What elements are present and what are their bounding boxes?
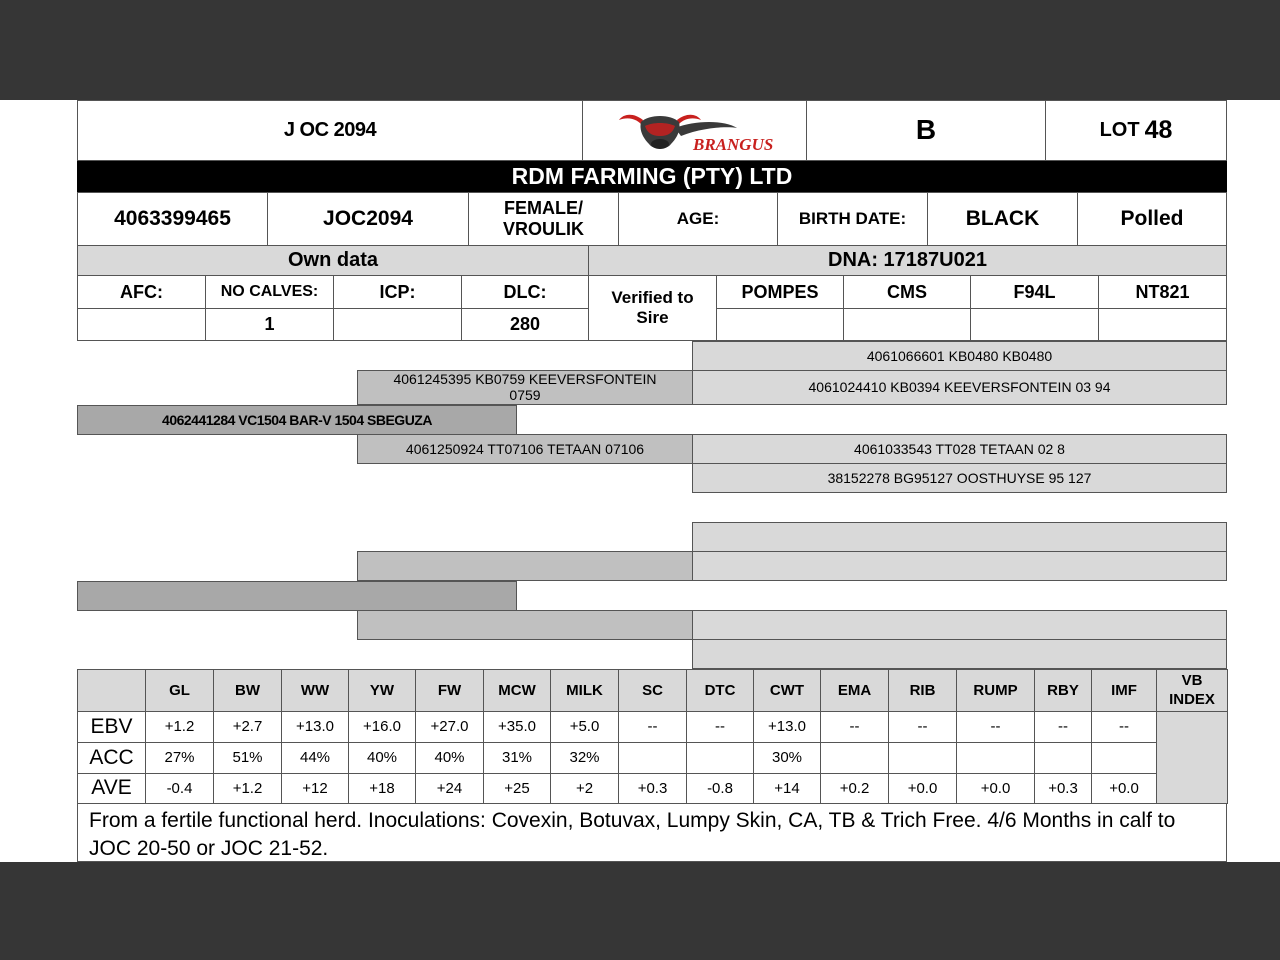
ebv-cell: 27% [145, 742, 214, 774]
ebv-cell: -- [820, 711, 889, 743]
ebv-header-vb-index: VB INDEX [1156, 669, 1228, 712]
ebv-cell: +18 [348, 773, 416, 804]
ebv-cell: +1.2 [145, 711, 214, 743]
verified-to-sire: Verified to Sire [588, 275, 717, 341]
ebv-cell: 40% [348, 742, 416, 774]
birth-date-label: BIRTH DATE: [777, 192, 928, 246]
ebv-header-rib: RIB [888, 669, 957, 712]
ebv-cell: +16.0 [348, 711, 416, 743]
afc-header: AFC: [77, 275, 206, 309]
ebv-header-milk: MILK [550, 669, 619, 712]
ebv-cell [618, 742, 687, 774]
ebv-corner-cell [77, 669, 146, 712]
colour: BLACK [927, 192, 1078, 246]
ebv-cell: +35.0 [483, 711, 551, 743]
icp-value [333, 308, 462, 341]
ebv-cell: +0.3 [618, 773, 687, 804]
pedigree-dam-dam [357, 610, 693, 640]
ebv-cell: +2 [550, 773, 619, 804]
ebv-header-dtc: DTC [686, 669, 754, 712]
dna-test-f94l: F94L [970, 275, 1099, 309]
ebv-cell [888, 742, 957, 774]
ebv-cell: +5.0 [550, 711, 619, 743]
dna-result-pompes [716, 308, 844, 341]
pedigree-dam-dam-dam [692, 639, 1227, 669]
ebv-cell: +13.0 [753, 711, 821, 743]
icp-header: ICP: [333, 275, 462, 309]
ebv-cell [956, 742, 1035, 774]
ebv-cell: -- [618, 711, 687, 743]
ebv-header-rby: RBY [1034, 669, 1092, 712]
ebv-row-label-acc: ACC [77, 742, 146, 774]
dlc-header: DLC: [461, 275, 589, 309]
age-label: AGE: [618, 192, 778, 246]
pedigree-sire-sire-dam: 4061024410 KB0394 KEEVERSFONTEIN 03 94 [692, 370, 1227, 405]
catalogue-page [0, 100, 1280, 862]
lot-value: 48 [1144, 116, 1173, 145]
ebv-cell: -- [1034, 711, 1092, 743]
ebv-header-sc: SC [618, 669, 687, 712]
ebv-header-yw: YW [348, 669, 416, 712]
dna-result-cms [843, 308, 971, 341]
ebv-cell: +25 [483, 773, 551, 804]
svg-text:BRANGUS: BRANGUS [692, 134, 773, 154]
pedigree-sire: 4062441284 VC1504 BAR-V 1504 SBEGUZA [77, 405, 517, 435]
ebv-cell [1091, 742, 1157, 774]
ebv-cell: +1.2 [213, 773, 282, 804]
remarks: From a fertile functional herd. Inoculations: Covexin, Botuvax, Lumpy Skin, CA, TB & Trich Free. 4/6 Months in calf to JOC 20-50 or JOC 21-52. [77, 803, 1227, 862]
pedigree-sire-sire-sire: 4061066601 KB0480 KB0480 [692, 341, 1227, 371]
pedigree-dam [77, 581, 517, 611]
dna-test-nt821: NT821 [1098, 275, 1227, 309]
dna-test-pompes: POMPES [716, 275, 844, 309]
horn-status: Polled [1077, 192, 1227, 246]
ebv-header-ema: EMA [820, 669, 889, 712]
dna-test-cms: CMS [843, 275, 971, 309]
ebv-header-mcw: MCW [483, 669, 551, 712]
ebv-cell: +2.7 [213, 711, 282, 743]
ebv-cell: +0.2 [820, 773, 889, 804]
dlc-value: 280 [461, 308, 589, 341]
brangus-logo [582, 100, 807, 161]
ebv-cell: 51% [213, 742, 282, 774]
ebv-cell: +13.0 [281, 711, 349, 743]
afc-value [77, 308, 206, 341]
registration-number: 4063399465 [77, 192, 268, 246]
dna-result-f94l [970, 308, 1099, 341]
ebv-cell: +0.0 [956, 773, 1035, 804]
ebv-cell: 32% [550, 742, 619, 774]
ebv-header-ww: WW [281, 669, 349, 712]
ebv-cell: +24 [415, 773, 484, 804]
bull-head-icon [615, 106, 775, 156]
ebv-header-imf: IMF [1091, 669, 1157, 712]
ebv-cell: 40% [415, 742, 484, 774]
ebv-cell: +14 [753, 773, 821, 804]
pedigree-sire-sire: 4061245395 KB0759 KEEVERSFONTEIN 0759 [357, 370, 693, 405]
animal-name: J OC 2094 [77, 100, 583, 161]
ebv-cell: +27.0 [415, 711, 484, 743]
pedigree-sire-dam-sire: 4061033543 TT028 TETAAN 02 8 [692, 434, 1227, 464]
lot-number [1045, 100, 1227, 161]
ebv-cell: +0.0 [1091, 773, 1157, 804]
ebv-cell [820, 742, 889, 774]
sex: FEMALE/ VROULIK [468, 192, 619, 246]
ebv-row-label-ebv: EBV [77, 711, 146, 743]
ebv-header-cwt: CWT [753, 669, 821, 712]
vb-index-value [1156, 711, 1228, 804]
ebv-cell [686, 742, 754, 774]
pedigree-dam-sire [357, 551, 693, 581]
ebv-header-gl: GL [145, 669, 214, 712]
ebv-cell: 30% [753, 742, 821, 774]
ebv-cell: -- [956, 711, 1035, 743]
breeder-banner: RDM FARMING (PTY) LTD [77, 161, 1227, 192]
ebv-cell: 44% [281, 742, 349, 774]
animal-id: JOC2094 [267, 192, 469, 246]
ebv-cell [1034, 742, 1092, 774]
ebv-cell: +0.0 [888, 773, 957, 804]
ebv-row-label-ave: AVE [77, 773, 146, 804]
pedigree-dam-sire-dam [692, 551, 1227, 581]
ebv-cell: +0.3 [1034, 773, 1092, 804]
no-calves-header: NO CALVES: [205, 275, 334, 309]
no-calves-value: 1 [205, 308, 334, 341]
pedigree-dam-sire-sire [692, 522, 1227, 552]
pedigree-sire-dam-dam: 38152278 BG95127 OOSTHUYSE 95 127 [692, 463, 1227, 493]
ebv-cell: -- [686, 711, 754, 743]
ebv-cell: 31% [483, 742, 551, 774]
grade-letter: B [806, 100, 1046, 161]
ebv-cell: -- [888, 711, 957, 743]
ebv-header-fw: FW [415, 669, 484, 712]
ebv-header-bw: BW [213, 669, 282, 712]
ebv-cell: +12 [281, 773, 349, 804]
ebv-header-rump: RUMP [956, 669, 1035, 712]
own-data-title: Own data [77, 245, 589, 276]
dna-label: DNA: 17187U021 [588, 245, 1227, 276]
lot-label: LOT [1099, 119, 1140, 141]
pedigree-dam-dam-sire [692, 610, 1227, 640]
ebv-cell: -0.8 [686, 773, 754, 804]
pedigree-sire-dam: 4061250924 TT07106 TETAAN 07106 [357, 434, 693, 464]
ebv-cell: -- [1091, 711, 1157, 743]
dna-result-nt821 [1098, 308, 1227, 341]
ebv-cell: -0.4 [145, 773, 214, 804]
